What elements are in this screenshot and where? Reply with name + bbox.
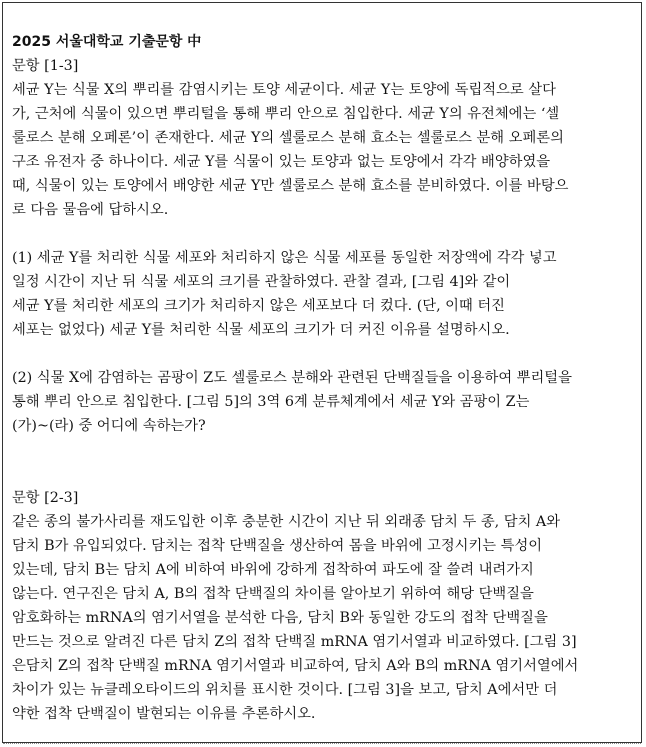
text-line: (가)~(라) 중 어디에 속하는가? [12,418,206,434]
document-page [2,2,642,743]
document-title: 2025 서울대학교 기출문항 中 [12,34,202,50]
page-bottom-border [3,743,641,744]
passage-paragraph [12,78,640,222]
text-line: 세포는 없었다) 세균 Y를 처리한 식물 세포의 크기가 더 커진 이유를 설명하시오. [12,322,510,338]
spacer [12,342,640,366]
text-line: 차이가 있는 뉴클레오타이드의 위치를 표시한 것이다. [그림 3]을 보고, 담치 A에서만 더 [12,682,558,698]
question-1 [12,246,640,342]
text-line: 암호화하는 mRNA의 염기서열을 분석한 다음, 담치 B와 동일한 강도의 접착 단백질을 [12,610,548,626]
text-line: 만드는 것으로 알려진 다른 담치 Z의 접착 단백질 mRNA 염기서열과 비교하였다. [그림 3] [12,634,577,650]
text-line: 세균 Y를 처리한 세포의 크기가 처리하지 않은 세포보다 더 컸다. (단, 이때 터진 [12,298,505,314]
text-line: 가, 근처에 식물이 있으면 뿌리털을 통해 뿌리 안으로 침입한다. 세균 Y의 유전체에는 ‘셀 [12,106,560,122]
text-line: 구조 유전자 중 하나이다. 세균 Y를 식물이 있는 토양과 없는 토양에서 각각 배양하였을 [12,154,551,170]
question-2 [12,366,640,438]
passage-paragraph [12,510,640,726]
text-line: 않는다. 연구진은 담치 A, B의 접착 단백질의 차이를 알아보기 위하여 해당 단백질을 [12,586,534,602]
text-line: 통해 뿌리 안으로 침입한다. [그림 5]의 3역 6계 분류체계에서 세균 Y와 곰팡이 Z는 [12,394,530,410]
text-line: 세균 Y는 식물 X의 뿌리를 감염시키는 토양 세균이다. 세균 Y는 토양에 독립적으로 살다 [12,82,556,98]
text-line: 때, 식물이 있는 토양에서 배양한 세균 Y만 셀룰로스 분해 효소를 분비하였다. 이를 바탕으 [12,178,569,194]
text-line: (2) 식물 X에 감염하는 곰팡이 Z도 셀룰로스 분해와 관련된 단백질들을 이용하여 뿌리털을 [12,370,572,386]
spacer [12,222,640,246]
spacer [12,438,640,486]
text-line: 약한 접착 단백질이 발현되는 이유를 추론하시오. [12,706,316,722]
text-line: 담치 B가 유입되었다. 담치는 접착 단백질을 생산하여 몸을 바위에 고정시키는 특성이 [12,538,543,554]
text-line: 같은 종의 불가사리를 재도입한 이후 충분한 시간이 지난 뒤 외래종 담치 두 종, 담치 A와 [12,514,561,530]
document-content [12,30,640,726]
section-heading: 문항 [2-3] [12,490,79,506]
text-line: 있는데, 담치 B는 담치 A에 비하여 바위에 강하게 접착하여 파도에 잘 쓸려 내려가지 [12,562,534,578]
section-heading: 문항 [1-3] [12,58,79,74]
text-line: 일정 시간이 지난 뒤 식물 세포의 크기를 관찰하였다. 관찰 결과, [그림 4]와 같이 [12,274,511,290]
text-line: 은담치 Z의 접착 단백질 mRNA 염기서열과 비교하여, 담치 A와 B의 mRNA 염기서열에서 [12,658,579,674]
text-line: (1) 세균 Y를 처리한 식물 세포와 처리하지 않은 식물 세포를 동일한 저장액에 각각 넣고 [12,250,557,266]
text-line: 로 다음 물음에 답하시오. [12,202,169,218]
text-line: 룰로스 분해 오페론’이 존재한다. 세균 Y의 셀룰로스 분해 효소는 셀룰로스 분해 오페론의 [12,130,564,146]
